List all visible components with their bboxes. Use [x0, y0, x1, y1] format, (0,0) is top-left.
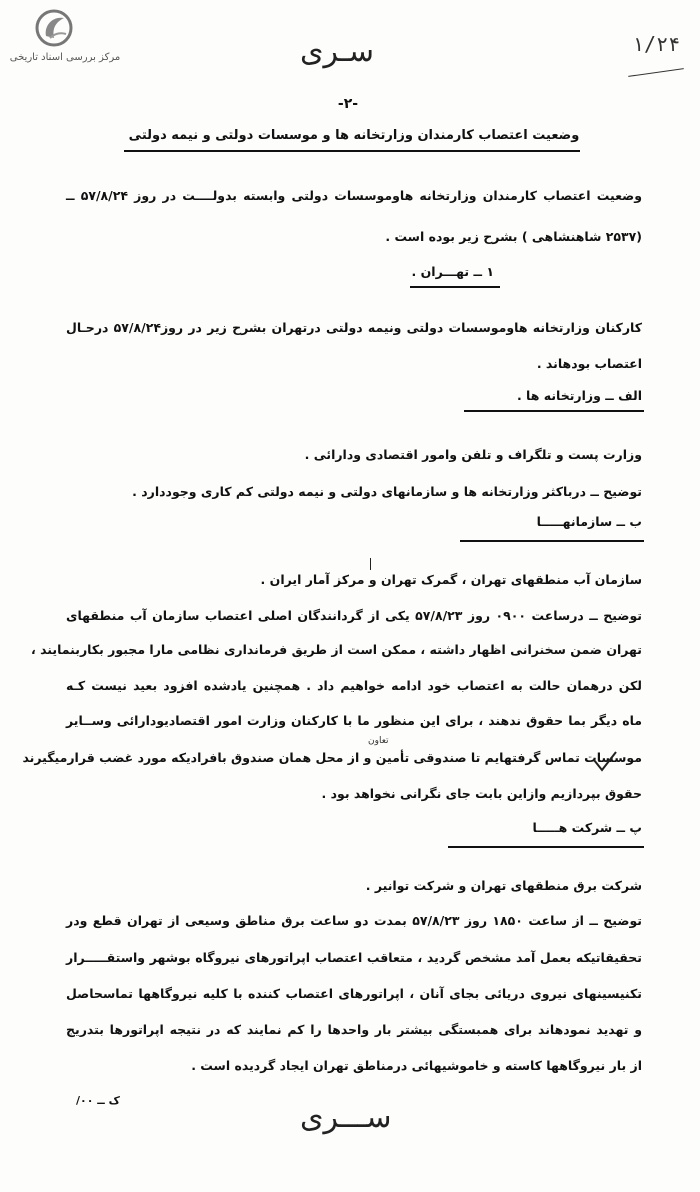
companies-line-1: شرکت برق منطقهای تهران و شرکت توانیر . — [365, 878, 642, 893]
companies-line-4: تکنیسینهای نیروی دریائی بجای آنان ، اپراتورهای اعتصاب کننده با کلیه نیروگاهها تماسحاصل — [66, 986, 642, 1001]
companies-line-3: تحقیقاتیکه بعمل آمد مشخص گردید ، متعاقب اعتصاب اپراتورهای نیروگاه بوشهر واستقـــــرار — [66, 950, 642, 965]
organizations-line-2: توضیح ــ درساعت ۰۹۰۰ روز ۵۷/۸/۲۳ یکی از گردانندگان اصلی اعتصاب سازمان آب منطقهای — [66, 608, 642, 623]
classification-bottom: ســـری — [300, 1100, 392, 1135]
section-ministries-heading: الف ــ وزارتخانه ها . — [516, 388, 642, 403]
handwritten-tick-mark — [370, 558, 371, 570]
companies-line-2: توضیح ــ از ساعت ۱۸۵۰ روز ۵۷/۸/۲۳ بمدت دو ساعت برق مناطق وسیعی از تهران قطع ودر — [66, 913, 642, 928]
document-reference-underline — [628, 68, 684, 77]
section-organizations-underline — [460, 540, 644, 542]
footer-reference: ک ــ ۰۰/ — [76, 1094, 120, 1107]
companies-line-6: از بار نیروگاهها کاسته و خاموشیهائی درمناطق تهران ایجاد گردیده است . — [191, 1058, 642, 1073]
archive-logo-icon — [34, 8, 74, 48]
section-organizations-heading: ب ــ سازمانهـــــا — [536, 514, 642, 529]
section-tehran-heading: ۱ ــ تهـــران . — [411, 264, 494, 279]
organizations-line-5: ماه دیگر بما حقوق ندهند ، برای این منظور ما با کارکنان وزارت امور اقتصادیودارائی وســایر — [66, 713, 642, 728]
archive-name: مرکز بررسی اسناد تاریخی — [9, 52, 121, 63]
ministries-line-2: توضیح ــ درباکثر وزارتخانه ها و سازمانهای دولتی و نیمه دولتی کم کاری وجوددارد . — [132, 484, 642, 499]
section-tehran-underline — [410, 286, 500, 288]
section-ministries-underline — [464, 410, 644, 412]
ministries-line-1: وزارت پست و تلگراف و تلفن وامور اقتصادی ودارائی . — [304, 447, 642, 462]
organizations-line-6: موسسات تماس گرفتهایم تا صندوقی تأمین و از محل همان صندوق بافرادیکه مورد غضب قرارمیگیرند — [22, 750, 642, 765]
classification-top: سـری — [300, 34, 374, 69]
organizations-line-3: تهران ضمن سخنرانی اظهار داشته ، ممکن است از طریق فرمانداری نظامی مارا مجبور بکاربنمایند ، — [30, 642, 642, 657]
document-title: وضعیت اعتصاب کارمندان وزارتخانه ها و موسسات دولتی و نیمه دولتی — [128, 128, 580, 143]
section-companies-underline — [448, 846, 644, 848]
organizations-line-4: لکن درهمان حالت به اعتصاب خود ادامه خواهیم داد . همچنین یادشده افزود بعید نیست کـه — [66, 678, 642, 693]
handwritten-margin-note: تعاون — [368, 736, 389, 746]
section-companies-heading: پ ــ شرکت هـــــا — [532, 820, 642, 835]
tehran-line-2: اعتصاب بودهاند . — [536, 356, 642, 371]
document-reference: ۱/۲۴ — [632, 32, 681, 56]
tehran-line-1: کارکنان وزارتخانه هاوموسسات دولتی ونیمه دولتی درتهران بشرح زیر در روز۵۷/۸/۲۴ درحـال — [66, 320, 642, 335]
intro-line-2: (۲۵۳۷ شاهنشاهی ) بشرح زیر بوده است . — [385, 229, 642, 244]
check-mark-icon — [592, 750, 618, 774]
title-underline — [124, 150, 580, 152]
page-number: -۲- — [337, 96, 359, 112]
companies-line-5: و تهدید نمودهاند برای همبستگی بیشتر بار واحدها را کم نمایند که در نتیجه اپراتورها بتدریج — [66, 1022, 642, 1037]
organizations-line-7: حقوق بپردازیم وازاین بابت جای نگرانی نخواهد بود . — [321, 786, 642, 801]
intro-line-1: وضعیت اعتصاب کارمندان وزارتخانه هاوموسسات دولتی وابسته بدولــــت در روز ۵۷/۸/۲۴ ــ — [66, 188, 642, 203]
organizations-line-1: سازمان آب منطقهای تهران ، گمرک تهران و مرکز آمار ایران . — [260, 572, 642, 587]
